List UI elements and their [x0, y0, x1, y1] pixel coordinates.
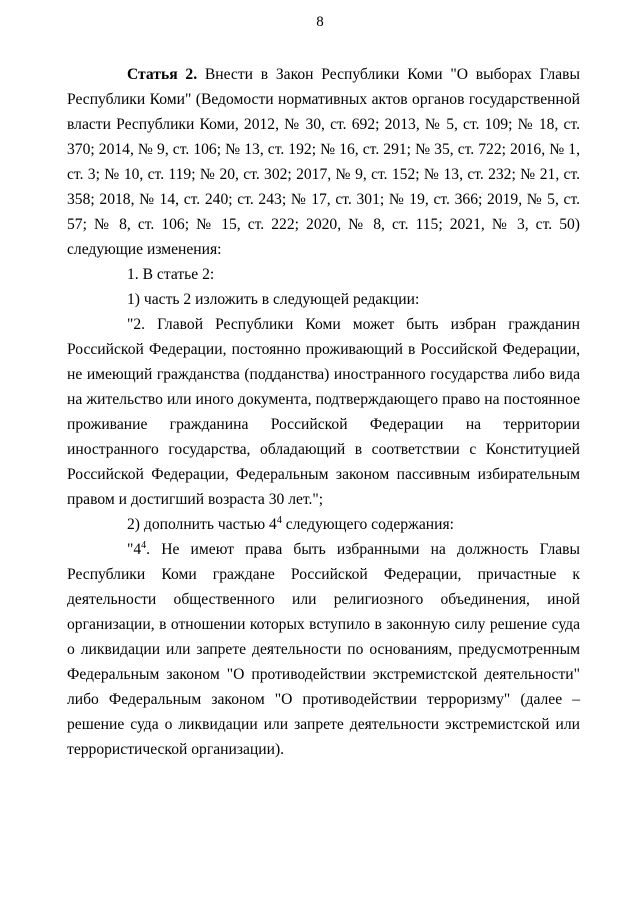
subitem-2-before: 2) дополнить частью 4 [127, 516, 277, 533]
subitem-2-sup: 4 [276, 514, 282, 526]
subitem-1: 1) часть 2 изложить в следующей редакции: [127, 291, 420, 308]
subitem-2-after: следующего содержания: [281, 516, 454, 533]
quote-part-2: "2. Главой Республики Коми может быть избран гражданин Российской Федерации, постоянно проживающий в Российской Федерации, не имеющий гражданства (подданства) иностранного государства либо вида на жительство или иного документа, подтверждающего право на постоянное проживание гражданина Российской Федерации на территории иностранного государства, обладающий в соответствии с Конституцией Российской Федерации, Федеральным законом пассивным избирательным правом и достигший возраста 30 лет."; [67, 316, 580, 508]
item-1: 1. В статье 2: [127, 266, 215, 283]
page-number: 8 [316, 14, 324, 30]
article-heading: Статья 2. [127, 66, 198, 83]
quote-2-sup: 4 [141, 539, 147, 551]
article-intro: Внести в Закон Республики Коми "О выборах Главы Республики Коми" (Ведомости нормативных актов органов государственной власти Республики Коми, 2012, № 30, ст. 692; 2013, № 5, ст. 109; № 18, ст. 370; 2014, № 9, ст. 106; № 13, ст. 192; № 16, ст. 291; № 35, ст. 722; 2016, № 1, ст. 3; № 10, ст. 119; № 20, ст. 302; 2017, № 9, ст. 152; № 13, ст. 232; № 21, ст. 358; 2018, № 14, ст. 240; ст. 243; № 17, ст. 301; № 19, ст. 366; 2019, № 5, ст. 57; № 8, ст. 106; № 15, ст. 222; 2020, № 8, ст. 115; 2021, № 3, ст. 50) следующие изменения: [67, 66, 580, 258]
document-body [67, 62, 580, 762]
quote-2-open: "4 [127, 541, 142, 558]
article-2-paragraph [67, 62, 580, 262]
quote-part-4-4 [67, 537, 580, 762]
subitem-2 [67, 512, 580, 537]
quote-2-text: . Не имеют права быть избранными на должность Главы Республики Коми граждане Российской Федерации, причастные к деятельности общественного или религиозного объединения, иной организации, в отношении которых вступило в законную силу решение суда о ликвидации или запрете деятельности по основаниям, предусмотренным Федеральным законом "О противодействии экстремистской деятельности" либо Федеральным законом "О противодействии терроризму" (далее – решение суда о ликвидации или запрете деятельности экстремистской или террористической организации). [67, 541, 580, 758]
